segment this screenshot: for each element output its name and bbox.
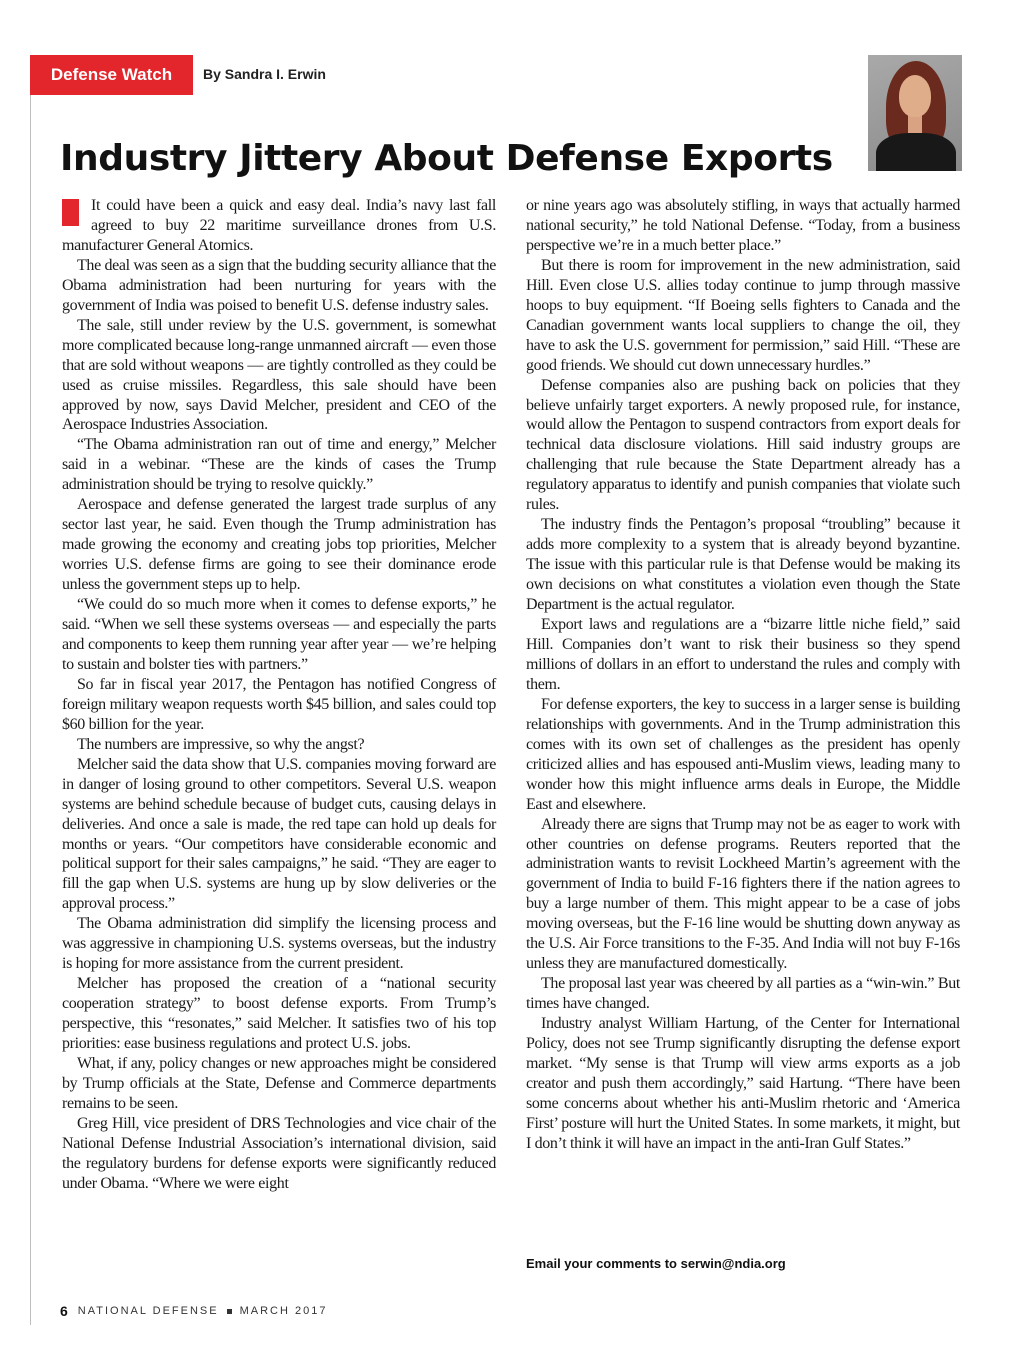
paragraph: What, if any, policy changes or new approaches might be considered by Trump officials at the State, Defense and Commerce departments remains to be seen.	[62, 1054, 496, 1112]
page-number: 6	[60, 1303, 68, 1319]
paragraph: Defense companies also are pushing back on policies that they believe unfairly target exporters. A newly proposed rule, for instance, would allow the Pentagon to suspend contractors from export deals for technical data disclosure violations. Hill said industry groups are challenging that rule because the State Department already has a regulatory apparatus to identify and punish companies that violate such rules.	[526, 376, 960, 514]
paragraph: It could have been a quick and easy deal. India’s navy last fall agreed to buy 22 maritime surveillance drones from U.S. manufacturer General Atomics.	[62, 197, 496, 254]
paragraph: The numbers are impressive, so why the angst?	[77, 735, 365, 753]
paragraph: Greg Hill, vice president of DRS Technologies and vice chair of the National Defense Industrial Association’s international division, said the regulatory burdens for defense exports were significantly reduced under Obama. “Where we were eight	[62, 1114, 496, 1192]
page-footer	[60, 1303, 327, 1319]
paragraph: Melcher has proposed the creation of a “national security cooperation strategy” to boost defense exports. From Trump’s perspective, this “resonates,” said Melcher. It satisfies two of his top priorities: ease business regulations and protect U.S. jobs.	[62, 975, 496, 1053]
column-right	[526, 196, 960, 1154]
paragraph: The sale, still under review by the U.S. government, is somewhat more complicated because long-range unmanned aircraft — even those that are sold without weapons — are tightly controlled as they could be used as cruise missiles. Regardless, this sale should have been approved by now, says David Melcher, president and CEO of the Aerospace Industries Association.	[62, 316, 496, 434]
publication-name: NATIONAL DEFENSE	[77, 1305, 219, 1317]
paragraph: “We could do so much more when it comes to defense exports,” he said. “When we sell these systems overseas — and especially the parts and components to keep them running year after year — we’re helping to sustain and bolster ties with partners.”	[62, 596, 496, 673]
author-photo	[868, 55, 962, 171]
email-note: Email your comments to serwin@ndia.org	[526, 1256, 786, 1271]
drop-cap-square	[62, 199, 79, 226]
byline: By Sandra I. Erwin	[203, 66, 326, 82]
paragraph: For defense exporters, the key to success in a larger sense is building relationships with governments. And in the Trump administration this comes with its own set of challenges as the president has openly criticized allies and has espoused anti-Muslim views, leading many to wonder how this might influence arms deals in Europe, the Middle East and elsewhere.	[526, 695, 960, 813]
paragraph: But there is room for improvement in the new administration, said Hill. Even close U.S. allies today continue to jump through massive hoops to buy equipment. “If Boeing sells fighters to Canada and the Canadian government wants local suppliers to change the oil, they have to ask the U.S. government for permission,” said Hill. “These are good friends. We should cut down unnecessary hurdles.”	[526, 256, 960, 374]
footer-separator	[227, 1309, 232, 1314]
article-title: Industry Jittery About Defense Exports	[60, 138, 833, 179]
issue-date: MARCH 2017	[239, 1305, 328, 1317]
paragraph: The proposal last year was cheered by all parties as a “win-win.” But times have changed.	[526, 975, 960, 1013]
column-left	[62, 196, 496, 1194]
paragraph: or nine years ago was absolutely stifling, in ways that actually harmed national security,” he told National Defense. “Today, from a business perspective we’re in a much better place.”	[526, 197, 960, 254]
paragraph: “The Obama administration ran out of time and energy,” Melcher said in a webinar. “These are the kinds of cases the Trump administration should be trying to resolve quickly.”	[62, 436, 496, 494]
paragraph: The deal was seen as a sign that the budding security alliance that the Obama administration had been nurturing for years with the government of India was poised to benefit U.S. defense industry sales.	[62, 256, 497, 314]
paragraph: Aerospace and defense generated the largest trade surplus of any sector last year, he said. Even though the Trump administration has made growing the economy and creating jobs top priorities, Melcher worries U.S. defense firms are going to see their dominance erode unless the government steps up to help.	[62, 496, 496, 594]
section-tag: Defense Watch	[30, 55, 193, 95]
paragraph: So far in fiscal year 2017, the Pentagon has notified Congress of foreign military weapon requests worth $45 billion, and sales could top $60 billion for the year.	[62, 675, 496, 733]
paragraph: Already there are signs that Trump may not be as eager to work with other countries on defense programs. Reuters reported that the administration wants to revisit Lockheed Martin’s agreement with the government of India to build F-16 fighters there if the nation agrees to buy a large number of them. This might appear to be a case of jobs moving overseas, but the F-16 line would be shutting down anyway as the U.S. Air Force transitions to the F-35. And India will not buy F-16s unless they are manufactured domestically.	[526, 815, 960, 973]
paragraph: Industry analyst William Hartung, of the Center for International Policy, does not see Trump significantly disrupting the defense export market. “My sense is that Trump will view arms exports as a job creator and push them accordingly,” said Hartung. “There have been some concerns about whether his anti-Muslim rhetoric and ‘America First’ posture will hurt the United States. In some markets, it might, but I don’t think it will have an impact in the anti-Iran Gulf States.”	[526, 1015, 960, 1152]
paragraph: The Obama administration did simplify the licensing process and was aggressive in championing U.S. systems overseas, but the industry is hoping for more assistance from the current president.	[62, 915, 496, 973]
paragraph: Export laws and regulations are a “bizarre little niche field,” said Hill. Companies don’t want to risk their business so they spend millions of dollars in an effort to understand the rules and comply with them.	[526, 616, 960, 693]
paragraph: The industry finds the Pentagon’s proposal “troubling” because it adds more complexity to a system that is already beyond byzantine. The issue with this particular rule is that Defense would be making its own decisions on what constitutes a violation even though the State Department is the actual regulator.	[526, 516, 960, 614]
paragraph: Melcher said the data show that U.S. companies moving forward are in danger of losing ground to other competitors. Several U.S. weapon systems are behind schedule because of budget cuts, causing delays in deliveries. And once a sale is made, the red tape can hold up deals for months or years. “Our competitors have considerable economic and political support for their sales campaigns,” he said. “They are eager to fill the gap when U.S. systems are hung up by slow deliveries or the approval process.”	[62, 755, 496, 913]
left-rule	[30, 95, 31, 1325]
